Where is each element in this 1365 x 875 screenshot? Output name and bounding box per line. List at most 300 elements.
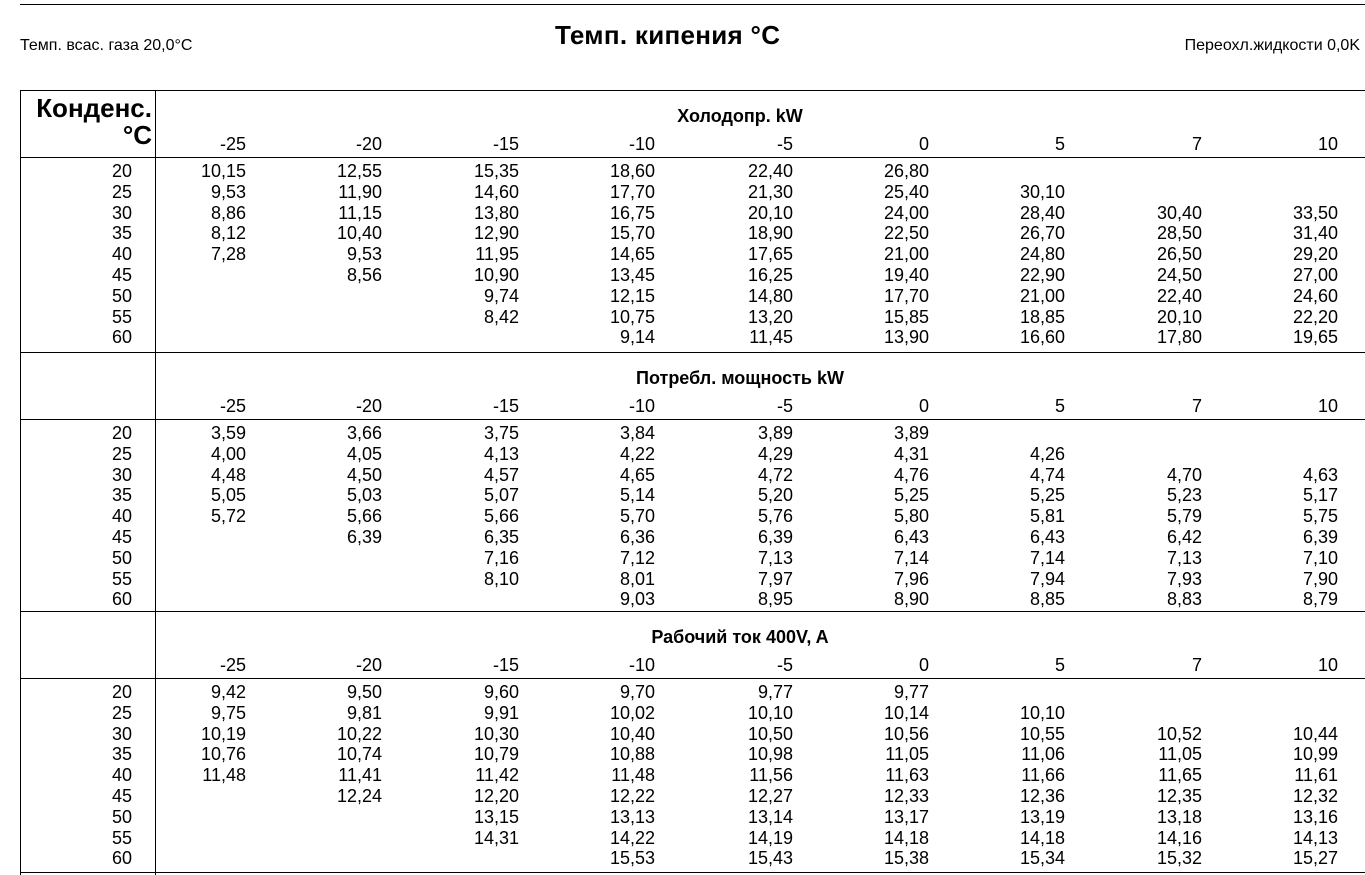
data-cell: 11,56 xyxy=(749,765,793,786)
data-column xyxy=(146,423,246,610)
data-cell: 12,24 xyxy=(336,785,382,806)
row-label: 60 xyxy=(111,848,132,869)
data-cell: 12,35 xyxy=(1156,785,1202,806)
data-cell: 21,00 xyxy=(1019,285,1065,306)
column-header-evap-temp: 0 xyxy=(918,134,929,154)
top-rule xyxy=(20,4,1365,5)
data-cell xyxy=(146,548,246,569)
data-cell: 4,63 xyxy=(1302,464,1338,485)
data-cell: 3,66 xyxy=(346,423,382,443)
data-cell: 11,06 xyxy=(1021,744,1065,765)
data-cell: 10,10 xyxy=(1019,702,1065,723)
data-column xyxy=(146,161,246,348)
data-cell: 5,76 xyxy=(757,506,793,527)
column-header-evap-temp: -20 xyxy=(355,655,382,675)
data-cell: 13,90 xyxy=(883,327,929,348)
data-cell: 11,15 xyxy=(338,202,382,223)
data-cell xyxy=(1102,703,1202,724)
column-header-evap-temp: -20 xyxy=(355,396,382,416)
data-cell xyxy=(1102,423,1202,444)
data-cell: 4,50 xyxy=(346,464,382,485)
section-top-border xyxy=(20,611,1365,612)
data-cell: 21,30 xyxy=(747,181,793,202)
row-label: 50 xyxy=(111,547,132,568)
data-cell xyxy=(1102,682,1202,703)
data-cell: 29,20 xyxy=(1292,244,1338,265)
data-cell xyxy=(146,286,246,307)
data-cell: 10,90 xyxy=(473,264,519,285)
row-label: 25 xyxy=(111,702,132,723)
data-cell: 15,38 xyxy=(883,848,929,869)
table-bottom-border xyxy=(20,872,1365,873)
data-cell: 11,61 xyxy=(1294,765,1338,786)
data-cell: 8,85 xyxy=(1029,589,1065,610)
data-cell xyxy=(146,265,246,286)
data-cell: 26,50 xyxy=(1156,244,1202,265)
data-cell: 8,83 xyxy=(1166,589,1202,610)
data-cell xyxy=(146,848,246,869)
data-cell: 11,66 xyxy=(1021,765,1065,786)
data-cell: 4,65 xyxy=(619,464,655,485)
condensing-temp-header xyxy=(2,95,152,150)
data-column xyxy=(1238,161,1338,348)
data-column xyxy=(829,161,929,348)
data-cell: 12,27 xyxy=(747,785,793,806)
column-header-evap-temp: -15 xyxy=(492,134,519,154)
data-cell: 8,56 xyxy=(346,264,382,285)
data-cell: 10,40 xyxy=(336,223,382,244)
data-cell: 4,29 xyxy=(757,443,793,464)
row-label: 40 xyxy=(111,506,132,527)
data-cell: 5,75 xyxy=(1302,506,1338,527)
data-cell: 14,60 xyxy=(473,181,519,202)
data-cell: 7,14 xyxy=(893,547,929,568)
data-cell: 5,80 xyxy=(893,506,929,527)
section-title: Потребл. мощность kW xyxy=(636,368,844,388)
data-cell: 10,14 xyxy=(883,702,929,723)
data-cell: 13,18 xyxy=(1156,806,1202,827)
data-column xyxy=(693,161,793,348)
data-cell: 17,70 xyxy=(609,181,655,202)
data-cell: 10,56 xyxy=(883,723,929,744)
data-cell: 4,48 xyxy=(210,464,246,485)
data-cell xyxy=(419,848,519,869)
data-cell: 22,90 xyxy=(1019,264,1065,285)
data-cell: 7,13 xyxy=(757,547,793,568)
row-label: 45 xyxy=(111,264,132,285)
data-cell: 24,00 xyxy=(883,202,929,223)
column-header-evap-temp: 10 xyxy=(1317,134,1338,154)
data-cell: 6,42 xyxy=(1166,526,1202,547)
column-header-evap-temp: -10 xyxy=(628,396,655,416)
data-column xyxy=(146,682,246,869)
row-label: 20 xyxy=(111,423,132,443)
data-cell: 14,65 xyxy=(609,244,655,265)
condensing-temp-unit: °C xyxy=(122,120,152,151)
row-labels-condensing-temp xyxy=(20,682,132,869)
data-cell: 6,43 xyxy=(893,526,929,547)
data-cell xyxy=(282,286,382,307)
data-cell: 10,19 xyxy=(200,723,246,744)
data-cell: 7,10 xyxy=(1302,547,1338,568)
data-column xyxy=(282,423,382,610)
row-label: 60 xyxy=(111,589,132,610)
data-cell: 12,33 xyxy=(883,785,929,806)
row-label: 25 xyxy=(111,181,132,202)
data-cell: 22,20 xyxy=(1292,306,1338,327)
data-column xyxy=(965,161,1065,348)
data-column xyxy=(1238,682,1338,869)
row-label: 50 xyxy=(111,806,132,827)
data-cell: 7,93 xyxy=(1166,568,1202,589)
data-cell xyxy=(282,307,382,328)
data-cell: 4,31 xyxy=(893,443,929,464)
liquid-subcooling-label: Переохл.жидкости 0,0K xyxy=(1184,37,1360,54)
column-header-evap-temp: 7 xyxy=(1191,655,1202,675)
data-cell xyxy=(1102,161,1202,182)
data-column xyxy=(965,682,1065,869)
data-cell xyxy=(146,828,246,849)
column-header-evap-temp: 10 xyxy=(1317,396,1338,416)
column-header-evap-temp: 10 xyxy=(1317,655,1338,675)
data-cell xyxy=(419,327,519,348)
data-cell: 13,80 xyxy=(473,202,519,223)
data-column xyxy=(555,423,655,610)
data-cell: 9,42 xyxy=(210,682,246,702)
data-cell: 3,84 xyxy=(619,423,655,443)
data-cell: 5,81 xyxy=(1029,506,1065,527)
column-header-evap-temp: -15 xyxy=(492,396,519,416)
data-cell: 3,89 xyxy=(757,423,793,443)
data-column xyxy=(693,423,793,610)
data-cell: 12,90 xyxy=(473,223,519,244)
data-cell: 5,25 xyxy=(1029,485,1065,506)
row-label: 55 xyxy=(111,827,132,848)
column-header-divider xyxy=(20,419,1365,420)
row-label: 20 xyxy=(111,682,132,702)
data-cell: 15,43 xyxy=(747,848,793,869)
data-cell xyxy=(1238,444,1338,465)
data-cell: 11,45 xyxy=(749,327,793,348)
data-cell: 4,00 xyxy=(210,443,246,464)
data-cell: 5,03 xyxy=(346,485,382,506)
data-cell: 11,42 xyxy=(475,765,519,786)
row-label: 50 xyxy=(111,285,132,306)
column-header-evap-temp: 5 xyxy=(1054,134,1065,154)
data-cell: 11,05 xyxy=(885,744,929,765)
data-cell xyxy=(1238,703,1338,724)
data-cell: 9,70 xyxy=(619,682,655,702)
row-label: 55 xyxy=(111,568,132,589)
data-cell: 7,97 xyxy=(757,568,793,589)
data-cell: 13,15 xyxy=(473,806,519,827)
data-column xyxy=(829,423,929,610)
column-header-evap-temp: -20 xyxy=(355,134,382,154)
data-cell: 28,50 xyxy=(1156,223,1202,244)
section-title: Холодопр. kW xyxy=(677,106,803,126)
row-label: 25 xyxy=(111,443,132,464)
data-cell: 10,10 xyxy=(747,702,793,723)
data-cell: 6,39 xyxy=(757,526,793,547)
data-cell: 24,80 xyxy=(1019,244,1065,265)
data-cell: 11,95 xyxy=(475,244,519,265)
data-cell: 7,90 xyxy=(1302,568,1338,589)
column-header-evap-temp: -5 xyxy=(776,134,793,154)
data-cell xyxy=(965,161,1065,182)
data-cell: 14,18 xyxy=(883,827,929,848)
data-cell: 12,20 xyxy=(473,785,519,806)
data-cell: 13,13 xyxy=(609,806,655,827)
data-cell: 6,39 xyxy=(1302,526,1338,547)
data-cell: 5,66 xyxy=(483,506,519,527)
suction-gas-temp-label: Темп. всас. газа 20,0°C xyxy=(20,37,193,54)
data-cell: 6,43 xyxy=(1029,526,1065,547)
data-cell: 7,16 xyxy=(483,547,519,568)
data-cell: 8,90 xyxy=(893,589,929,610)
data-cell: 10,44 xyxy=(1292,723,1338,744)
data-cell: 15,32 xyxy=(1156,848,1202,869)
section-top-border xyxy=(20,90,1365,91)
row-label: 60 xyxy=(111,327,132,348)
data-cell: 6,36 xyxy=(619,526,655,547)
data-cell: 10,75 xyxy=(609,306,655,327)
data-column xyxy=(1102,161,1202,348)
data-column xyxy=(965,423,1065,610)
data-cell: 13,17 xyxy=(883,806,929,827)
data-cell xyxy=(146,307,246,328)
column-header-evap-temp: 0 xyxy=(918,396,929,416)
row-label: 55 xyxy=(111,306,132,327)
data-cell: 10,22 xyxy=(336,723,382,744)
data-cell: 15,85 xyxy=(883,306,929,327)
data-cell: 9,91 xyxy=(483,702,519,723)
data-cell: 5,25 xyxy=(893,485,929,506)
data-cell xyxy=(282,589,382,610)
data-cell: 18,90 xyxy=(747,223,793,244)
data-cell: 3,89 xyxy=(893,423,929,443)
data-cell: 19,40 xyxy=(883,264,929,285)
data-cell: 10,30 xyxy=(473,723,519,744)
data-cell xyxy=(1238,182,1338,203)
data-cell: 10,99 xyxy=(1292,744,1338,765)
data-cell: 10,02 xyxy=(609,702,655,723)
data-cell: 9,03 xyxy=(619,589,655,610)
data-cell xyxy=(1238,682,1338,703)
row-label: 40 xyxy=(111,765,132,786)
data-cell: 10,55 xyxy=(1019,723,1065,744)
data-cell: 10,50 xyxy=(747,723,793,744)
data-cell: 28,40 xyxy=(1019,202,1065,223)
data-cell: 4,05 xyxy=(346,443,382,464)
data-cell xyxy=(146,327,246,348)
data-cell: 6,35 xyxy=(483,526,519,547)
row-label: 30 xyxy=(111,202,132,223)
data-cell: 19,65 xyxy=(1292,327,1338,348)
data-cell xyxy=(1102,182,1202,203)
data-cell: 13,16 xyxy=(1292,806,1338,827)
data-cell: 8,79 xyxy=(1302,589,1338,610)
data-cell: 11,48 xyxy=(202,765,246,786)
data-cell: 6,39 xyxy=(346,526,382,547)
data-cell xyxy=(146,569,246,590)
data-cell: 8,12 xyxy=(210,223,246,244)
column-header-evap-temp: 7 xyxy=(1191,134,1202,154)
column-header-evap-temp: -25 xyxy=(219,655,246,675)
data-cell: 17,70 xyxy=(883,285,929,306)
column-header-evap-temp: -10 xyxy=(628,134,655,154)
data-cell: 33,50 xyxy=(1292,202,1338,223)
data-cell: 31,40 xyxy=(1292,223,1338,244)
data-cell: 10,40 xyxy=(609,723,655,744)
data-cell: 10,74 xyxy=(336,744,382,765)
data-cell: 15,34 xyxy=(1019,848,1065,869)
row-labels-condensing-temp xyxy=(20,423,132,610)
data-column xyxy=(1102,682,1202,869)
section-top-border xyxy=(20,352,1365,353)
data-cell xyxy=(419,589,519,610)
row-label: 45 xyxy=(111,785,132,806)
data-cell: 14,80 xyxy=(747,285,793,306)
column-header-evap-temp: -5 xyxy=(776,396,793,416)
data-cell: 7,94 xyxy=(1029,568,1065,589)
section-title: Рабочий ток 400V, A xyxy=(651,627,829,647)
data-cell: 27,00 xyxy=(1292,264,1338,285)
data-cell: 18,85 xyxy=(1019,306,1065,327)
data-cell: 5,07 xyxy=(483,485,519,506)
data-column xyxy=(419,423,519,610)
data-cell: 5,17 xyxy=(1302,485,1338,506)
row-label: 35 xyxy=(111,744,132,765)
data-cell: 20,10 xyxy=(1156,306,1202,327)
data-cell: 14,31 xyxy=(473,827,519,848)
data-cell: 3,75 xyxy=(483,423,519,443)
data-column xyxy=(1238,423,1338,610)
column-header-divider xyxy=(20,678,1365,679)
data-cell: 9,14 xyxy=(619,327,655,348)
data-cell: 10,76 xyxy=(200,744,246,765)
data-cell xyxy=(282,569,382,590)
condensing-temp-label: Конденс. xyxy=(36,93,152,123)
data-column xyxy=(555,682,655,869)
row-label: 40 xyxy=(111,244,132,265)
data-cell: 5,72 xyxy=(210,506,246,527)
data-cell: 10,15 xyxy=(200,161,246,181)
data-cell: 5,05 xyxy=(210,485,246,506)
data-cell: 8,42 xyxy=(483,306,519,327)
data-cell: 12,55 xyxy=(336,161,382,181)
data-cell: 11,41 xyxy=(338,765,382,786)
data-cell xyxy=(1238,161,1338,182)
data-cell: 14,19 xyxy=(747,827,793,848)
row-label: 30 xyxy=(111,723,132,744)
data-cell: 5,14 xyxy=(619,485,655,506)
row-label: 45 xyxy=(111,526,132,547)
data-cell: 14,18 xyxy=(1019,827,1065,848)
data-cell: 4,22 xyxy=(619,443,655,464)
data-cell: 15,70 xyxy=(609,223,655,244)
data-column xyxy=(555,161,655,348)
data-cell: 4,76 xyxy=(893,464,929,485)
data-cell: 11,48 xyxy=(611,765,655,786)
row-label: 35 xyxy=(111,485,132,506)
data-cell: 5,20 xyxy=(757,485,793,506)
row-label: 30 xyxy=(111,464,132,485)
data-cell xyxy=(146,527,246,548)
data-cell: 5,70 xyxy=(619,506,655,527)
data-cell: 15,27 xyxy=(1292,848,1338,869)
data-cell: 10,52 xyxy=(1156,723,1202,744)
column-header-evap-temp: -5 xyxy=(776,655,793,675)
data-cell: 4,13 xyxy=(483,443,519,464)
data-cell xyxy=(965,423,1065,444)
data-cell: 8,95 xyxy=(757,589,793,610)
data-cell: 12,36 xyxy=(1019,785,1065,806)
data-cell: 14,16 xyxy=(1156,827,1202,848)
data-cell: 9,53 xyxy=(210,181,246,202)
data-cell: 10,98 xyxy=(747,744,793,765)
data-cell xyxy=(146,807,246,828)
data-column xyxy=(829,682,929,869)
data-cell: 9,53 xyxy=(346,244,382,265)
data-cell xyxy=(965,682,1065,703)
data-cell: 16,25 xyxy=(747,264,793,285)
data-cell: 16,75 xyxy=(609,202,655,223)
data-cell: 11,05 xyxy=(1158,744,1202,765)
data-cell: 9,77 xyxy=(757,682,793,702)
data-cell: 9,60 xyxy=(483,682,519,702)
data-column xyxy=(419,161,519,348)
data-cell: 9,75 xyxy=(210,702,246,723)
data-cell: 18,60 xyxy=(609,161,655,181)
data-column xyxy=(693,682,793,869)
data-cell xyxy=(282,807,382,828)
data-cell: 8,01 xyxy=(619,568,655,589)
column-header-evap-temp: 7 xyxy=(1191,396,1202,416)
data-cell: 5,66 xyxy=(346,506,382,527)
data-cell xyxy=(282,548,382,569)
data-cell xyxy=(282,828,382,849)
data-cell: 9,77 xyxy=(893,682,929,702)
data-cell: 4,57 xyxy=(483,464,519,485)
data-cell: 7,28 xyxy=(210,244,246,265)
data-cell: 4,26 xyxy=(1029,443,1065,464)
data-cell xyxy=(1102,444,1202,465)
data-cell xyxy=(1238,423,1338,444)
data-cell: 8,86 xyxy=(210,202,246,223)
data-cell: 13,45 xyxy=(609,264,655,285)
data-column xyxy=(1102,423,1202,610)
data-cell: 5,23 xyxy=(1166,485,1202,506)
data-cell: 4,70 xyxy=(1166,464,1202,485)
column-header-evap-temp: 5 xyxy=(1054,655,1065,675)
column-header-evap-temp: 0 xyxy=(918,655,929,675)
data-cell: 9,50 xyxy=(346,682,382,702)
data-cell: 10,88 xyxy=(609,744,655,765)
column-header-divider xyxy=(20,157,1365,158)
data-cell: 26,70 xyxy=(1019,223,1065,244)
data-cell xyxy=(146,786,246,807)
data-cell: 13,19 xyxy=(1019,806,1065,827)
data-cell: 13,20 xyxy=(747,306,793,327)
data-cell: 21,00 xyxy=(883,244,929,265)
data-cell: 17,80 xyxy=(1156,327,1202,348)
data-cell: 12,32 xyxy=(1292,785,1338,806)
column-header-evap-temp: -25 xyxy=(219,396,246,416)
data-cell: 17,65 xyxy=(747,244,793,265)
data-cell: 5,79 xyxy=(1166,506,1202,527)
data-cell: 4,72 xyxy=(757,464,793,485)
row-label: 35 xyxy=(111,223,132,244)
